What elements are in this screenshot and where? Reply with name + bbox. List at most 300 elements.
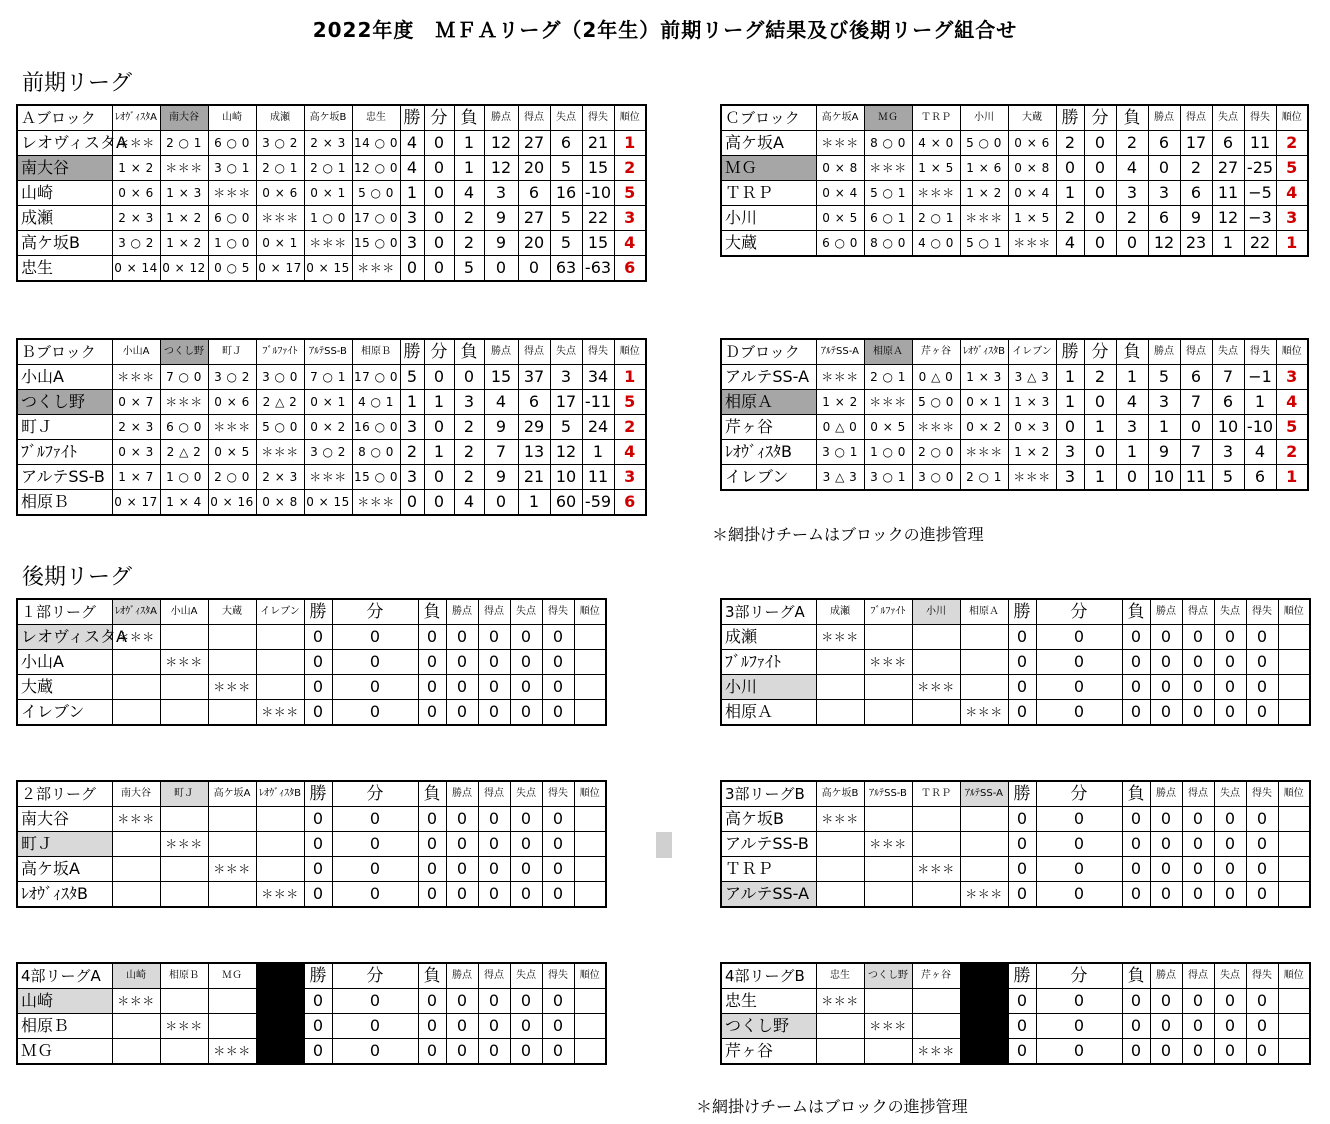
stat-value: 1 xyxy=(1244,390,1276,415)
stat-header: 負 xyxy=(418,963,446,989)
match-result: 1 × 2 xyxy=(960,181,1008,206)
stat-value: 9 xyxy=(484,206,518,231)
stat-value: 0 xyxy=(1150,1039,1182,1065)
table-row xyxy=(721,1014,1310,1039)
table-row xyxy=(17,807,606,832)
stat-value: 9 xyxy=(1180,206,1212,231)
stat-value: 0 xyxy=(424,181,454,206)
stat-header: 勝 xyxy=(1056,105,1084,131)
stat-value: 10 xyxy=(550,465,582,490)
stat-value: 0 xyxy=(1182,700,1214,726)
match-result xyxy=(112,1014,160,1039)
stat-value: 0 xyxy=(1122,882,1150,908)
rank-value xyxy=(1278,625,1310,650)
match-result: ＊＊＊ xyxy=(912,1039,960,1065)
stat-value: 11 xyxy=(1180,465,1212,491)
opponent-header: 大蔵 xyxy=(1008,105,1056,131)
opponent-header: ｱﾙﾃSS-A xyxy=(960,781,1008,807)
team-name: 成瀬 xyxy=(17,206,112,231)
stat-value: 1 xyxy=(1056,181,1084,206)
match-result: 6 ○ 0 xyxy=(816,231,864,257)
stat-value: 0 xyxy=(332,625,418,650)
match-result xyxy=(960,625,1008,650)
stat-value: 0 xyxy=(1036,832,1122,857)
stat-value: 0 xyxy=(1150,675,1182,700)
match-result: 2 ○ 1 xyxy=(256,156,304,181)
stat-value: 3 xyxy=(1148,181,1180,206)
stat-value: 0 xyxy=(424,365,454,390)
rank-value xyxy=(574,807,606,832)
rank-value: 5 xyxy=(614,390,646,415)
match-result xyxy=(160,625,208,650)
stat-value: −5 xyxy=(1244,181,1276,206)
team-name: 南大谷 xyxy=(17,807,112,832)
match-result: ＊＊＊ xyxy=(160,832,208,857)
stat-value: 0 xyxy=(1150,882,1182,908)
stat-value: 0 xyxy=(1056,415,1084,440)
stat-value: 0 xyxy=(484,490,518,516)
match-result: ＊＊＊ xyxy=(304,465,352,490)
team-name: イレブン xyxy=(721,465,816,491)
stat-header: 勝点 xyxy=(484,105,518,131)
team-name: 大蔵 xyxy=(721,231,816,257)
stat-value: 0 xyxy=(1008,1039,1036,1065)
opponent-header: ﾚｵｳﾞｨｽﾀB xyxy=(256,781,304,807)
stat-header: 勝点 xyxy=(1150,963,1182,989)
stat-value: 0 xyxy=(542,625,574,650)
rank-value xyxy=(1278,807,1310,832)
table-row xyxy=(17,231,646,256)
team-name: 相原Ａ xyxy=(721,700,816,726)
match-result: 0 × 5 xyxy=(816,206,864,231)
block-c-results-table xyxy=(720,104,1309,257)
stat-value: 3 xyxy=(400,465,424,490)
rank-value xyxy=(574,989,606,1014)
table-row xyxy=(721,675,1310,700)
stat-value: 0 xyxy=(1122,1014,1150,1039)
stat-value: 1 xyxy=(424,390,454,415)
stat-header: 順位 xyxy=(1278,963,1310,989)
match-result: 2 × 3 xyxy=(304,131,352,156)
division-3b-table xyxy=(720,780,1311,908)
stat-value: 0 xyxy=(446,675,478,700)
stat-value: 0 xyxy=(332,700,418,726)
stat-header: 負 xyxy=(418,599,446,625)
rank-value: 4 xyxy=(1276,390,1308,415)
match-result: 2 ○ 1 xyxy=(960,465,1008,491)
stat-header: 得失 xyxy=(542,963,574,989)
team-name: つくし野 xyxy=(17,390,112,415)
match-result xyxy=(112,1039,160,1065)
unused-cell xyxy=(256,989,304,1014)
stat-value: 0 xyxy=(304,1039,332,1065)
rank-value: 5 xyxy=(1276,415,1308,440)
match-result xyxy=(864,989,912,1014)
stat-header: 勝 xyxy=(304,599,332,625)
match-result: 3 ○ 2 xyxy=(208,365,256,390)
stat-value: 0 xyxy=(1246,650,1278,675)
division-1-table xyxy=(16,598,607,726)
match-result xyxy=(160,989,208,1014)
match-result: ＊＊＊ xyxy=(112,365,160,390)
match-result: ＊＊＊ xyxy=(912,181,960,206)
match-result xyxy=(816,882,864,908)
opponent-header: 小山A xyxy=(112,339,160,365)
table-row xyxy=(17,390,646,415)
stat-value: 0 xyxy=(542,989,574,1014)
table-row xyxy=(17,832,606,857)
stat-value: 6 xyxy=(518,390,550,415)
match-result xyxy=(160,675,208,700)
match-result: ＊＊＊ xyxy=(816,989,864,1014)
stat-header: 得失 xyxy=(582,105,614,131)
match-result: 6 ○ 0 xyxy=(208,131,256,156)
stat-value: 0 xyxy=(1150,1014,1182,1039)
stat-header: 得失 xyxy=(1246,781,1278,807)
stat-value: 0 xyxy=(304,857,332,882)
stat-header: 勝 xyxy=(400,105,424,131)
stat-value: 0 xyxy=(424,490,454,516)
stat-value: 0 xyxy=(510,650,542,675)
page-title: 2022年度 ＭＦＡリーグ（2年生）前期リーグ結果及び後期リーグ組合せ xyxy=(312,18,1018,42)
stat-header: 勝点 xyxy=(446,781,478,807)
team-name: レオヴィスタA xyxy=(17,625,112,650)
stat-value: 0 xyxy=(478,832,510,857)
stat-value: -10 xyxy=(582,181,614,206)
stat-value: 0 xyxy=(424,256,454,282)
table-row xyxy=(17,181,646,206)
stat-value: 0 xyxy=(542,650,574,675)
stat-value: 0 xyxy=(1084,156,1116,181)
match-result: 5 ○ 0 xyxy=(256,415,304,440)
stat-value: 0 xyxy=(418,1039,446,1065)
stat-value: 2 xyxy=(1116,206,1148,231)
opponent-header: つくし野 xyxy=(864,963,912,989)
stat-value: 0 xyxy=(1008,857,1036,882)
stat-value: 2 xyxy=(1056,131,1084,156)
stat-value: 0 xyxy=(418,1014,446,1039)
stat-value: 0 xyxy=(1150,650,1182,675)
stat-value: 17 xyxy=(1180,131,1212,156)
table-row xyxy=(17,440,646,465)
stat-value: 0 xyxy=(1036,700,1122,726)
match-result: ＊＊＊ xyxy=(912,675,960,700)
match-result xyxy=(816,675,864,700)
stat-value: 0 xyxy=(1008,1014,1036,1039)
stat-header: 失点 xyxy=(1214,599,1246,625)
match-result: 0 × 8 xyxy=(1008,156,1056,181)
opponent-header: 町Ｊ xyxy=(160,781,208,807)
stat-value: 0 xyxy=(304,832,332,857)
stat-value: 0 xyxy=(510,700,542,726)
table-row xyxy=(17,625,606,650)
stat-value: 0 xyxy=(418,650,446,675)
stat-value: 2 xyxy=(400,440,424,465)
match-result: 0 × 2 xyxy=(960,415,1008,440)
stat-header: 勝点 xyxy=(484,339,518,365)
block-name: １部リーグ xyxy=(17,599,112,625)
match-result xyxy=(256,675,304,700)
stat-value: 0 xyxy=(510,832,542,857)
match-result: ＊＊＊ xyxy=(256,882,304,908)
match-result: 1 × 2 xyxy=(160,206,208,231)
stat-value: 0 xyxy=(1036,1039,1122,1065)
team-name: 大蔵 xyxy=(17,675,112,700)
division-4a-table xyxy=(16,962,607,1065)
match-result xyxy=(160,807,208,832)
stat-value: 0 xyxy=(1214,989,1246,1014)
stat-header: 順位 xyxy=(574,781,606,807)
stat-value: 0 xyxy=(1182,857,1214,882)
stat-value: 0 xyxy=(1036,625,1122,650)
stat-value: 12 xyxy=(1148,231,1180,257)
match-result xyxy=(160,882,208,908)
match-result xyxy=(208,989,256,1014)
table-row xyxy=(721,390,1308,415)
stat-value: 0 xyxy=(478,807,510,832)
match-result: ＊＊＊ xyxy=(864,1014,912,1039)
stat-header: 得点 xyxy=(1182,599,1214,625)
stat-value: 0 xyxy=(1150,807,1182,832)
division-2-table xyxy=(16,780,607,908)
stat-value: 4 xyxy=(400,131,424,156)
stat-value: 9 xyxy=(484,465,518,490)
match-result: 5 ○ 1 xyxy=(960,231,1008,257)
stat-value: 0 xyxy=(1036,807,1122,832)
rank-value: 4 xyxy=(614,231,646,256)
stat-value: 0 xyxy=(304,675,332,700)
stat-header: 勝点 xyxy=(1148,339,1180,365)
stat-header: 失点 xyxy=(1214,781,1246,807)
match-result xyxy=(256,857,304,882)
match-result: 1 × 3 xyxy=(160,181,208,206)
stat-value: 24 xyxy=(582,415,614,440)
stat-header: 勝 xyxy=(304,781,332,807)
stat-value: 3 xyxy=(400,206,424,231)
stat-value: 0 xyxy=(304,807,332,832)
match-result: 0 × 17 xyxy=(112,490,160,516)
stat-value: 0 xyxy=(542,1014,574,1039)
stat-value: 0 xyxy=(510,1039,542,1065)
match-result: 17 ○ 0 xyxy=(352,206,400,231)
stat-header: 勝点 xyxy=(1150,781,1182,807)
match-result: 2 ○ 0 xyxy=(912,440,960,465)
stat-value: 27 xyxy=(518,131,550,156)
match-result: ＊＊＊ xyxy=(960,206,1008,231)
match-result: ＊＊＊ xyxy=(816,625,864,650)
match-result: ＊＊＊ xyxy=(112,807,160,832)
stat-value: 0 xyxy=(304,989,332,1014)
stat-header: 得失 xyxy=(1246,963,1278,989)
match-result xyxy=(816,1014,864,1039)
stat-value: 6 xyxy=(1212,390,1244,415)
match-result: 0 × 8 xyxy=(256,490,304,516)
stat-header: 負 xyxy=(1122,963,1150,989)
opponent-header: ﾌﾞﾙﾌｧｲﾄ xyxy=(864,599,912,625)
match-result: 8 ○ 0 xyxy=(352,440,400,465)
stat-value: 0 xyxy=(1246,832,1278,857)
stat-value: 0 xyxy=(418,882,446,908)
match-result: ＊＊＊ xyxy=(208,415,256,440)
match-result: 0 × 3 xyxy=(112,440,160,465)
stat-value: 3 xyxy=(1116,181,1148,206)
match-result: 0 × 2 xyxy=(304,415,352,440)
match-result xyxy=(912,807,960,832)
match-result: 2 ○ 1 xyxy=(912,206,960,231)
stat-value: 1 xyxy=(1212,231,1244,257)
stat-header: 勝点 xyxy=(1150,599,1182,625)
stat-value: 0 xyxy=(1214,625,1246,650)
table-row xyxy=(17,675,606,700)
stat-value: 3 xyxy=(454,390,484,415)
stat-value: 0 xyxy=(1148,156,1180,181)
stat-value: 0 xyxy=(542,832,574,857)
team-name: 南大谷 xyxy=(17,156,112,181)
stat-value: 0 xyxy=(1008,882,1036,908)
team-name: 山崎 xyxy=(17,989,112,1014)
table-row xyxy=(721,650,1310,675)
stat-header: 得点 xyxy=(478,599,510,625)
stat-header: 分 xyxy=(1084,339,1116,365)
block-name: ２部リーグ xyxy=(17,781,112,807)
match-result: 2 ○ 1 xyxy=(864,365,912,390)
stat-value: 21 xyxy=(582,131,614,156)
opponent-header: 南大谷 xyxy=(160,105,208,131)
match-result: 1 × 3 xyxy=(960,365,1008,390)
unused-column-header xyxy=(256,963,304,989)
stat-header: 負 xyxy=(1122,781,1150,807)
stat-value: 0 xyxy=(1246,625,1278,650)
stat-value: 0 xyxy=(1246,1039,1278,1065)
team-name: ﾌﾞﾙﾌｧｲﾄ xyxy=(17,440,112,465)
team-name: アルテSS-B xyxy=(17,465,112,490)
stat-value: 15 xyxy=(484,365,518,390)
stat-value: 0 xyxy=(1008,650,1036,675)
stat-value: 12 xyxy=(550,440,582,465)
stat-value: 0 xyxy=(304,625,332,650)
match-result: 3 ○ 2 xyxy=(256,131,304,156)
stat-value: 7 xyxy=(484,440,518,465)
stat-value: 0 xyxy=(1122,675,1150,700)
team-name: ＭＧ xyxy=(17,1039,112,1065)
opponent-header: 南大谷 xyxy=(112,781,160,807)
opponent-header: ﾚｵｳﾞｨｽﾀA xyxy=(112,599,160,625)
team-name: ＭＧ xyxy=(721,156,816,181)
stat-value: 16 xyxy=(550,181,582,206)
table-row xyxy=(721,206,1308,231)
stat-value: 0 xyxy=(1116,465,1148,491)
table-row xyxy=(17,206,646,231)
stat-value: 0 xyxy=(1122,832,1150,857)
stat-value: 1 xyxy=(1116,365,1148,390)
match-result: 3 ○ 1 xyxy=(208,156,256,181)
stat-header: 勝点 xyxy=(1148,105,1180,131)
rank-value: 6 xyxy=(614,256,646,282)
opponent-header: ＴＲＰ xyxy=(912,105,960,131)
match-result xyxy=(912,1014,960,1039)
stat-value: 0 xyxy=(1182,650,1214,675)
team-name: ﾚｵｳﾞｨｽﾀB xyxy=(721,440,816,465)
unused-cell xyxy=(960,1039,1008,1065)
stat-value: 0 xyxy=(1214,807,1246,832)
stat-value: 29 xyxy=(518,415,550,440)
stat-value: 6 xyxy=(518,181,550,206)
stat-value: 0 xyxy=(424,231,454,256)
stat-value: 0 xyxy=(1182,989,1214,1014)
match-result: 14 ○ 0 xyxy=(352,131,400,156)
opponent-header: ｱﾙﾃSS-B xyxy=(304,339,352,365)
match-result: ＊＊＊ xyxy=(208,181,256,206)
stat-value: −1 xyxy=(1244,365,1276,390)
rank-value: 1 xyxy=(1276,231,1308,257)
rank-value: 1 xyxy=(614,131,646,156)
match-result: 1 × 2 xyxy=(1008,440,1056,465)
stat-value: 0 xyxy=(400,256,424,282)
rank-value: 3 xyxy=(614,206,646,231)
opponent-header: 山崎 xyxy=(208,105,256,131)
stat-value: 0 xyxy=(1246,700,1278,726)
match-result: 0 × 14 xyxy=(112,256,160,282)
team-name: 山崎 xyxy=(17,181,112,206)
stat-header: 得失 xyxy=(582,339,614,365)
unused-cell xyxy=(256,1039,304,1065)
stat-header: 勝 xyxy=(1008,599,1036,625)
stat-value: 0 xyxy=(332,832,418,857)
stat-header: 得点 xyxy=(518,105,550,131)
table-row xyxy=(721,807,1310,832)
match-result: ＊＊＊ xyxy=(912,415,960,440)
match-result xyxy=(208,882,256,908)
block-name: Ｂブロック xyxy=(17,339,112,365)
rank-value: 1 xyxy=(614,365,646,390)
stat-value: 0 xyxy=(1122,650,1150,675)
stat-value: 11 xyxy=(582,465,614,490)
rank-value xyxy=(1278,832,1310,857)
match-result: 0 × 5 xyxy=(208,440,256,465)
match-result xyxy=(912,700,960,726)
unused-column-header xyxy=(960,963,1008,989)
team-name: アルテSS-A xyxy=(721,882,816,908)
match-result: 3 ○ 2 xyxy=(112,231,160,256)
table-row xyxy=(721,832,1310,857)
rank-value: 4 xyxy=(1276,181,1308,206)
stat-value: 1 xyxy=(400,181,424,206)
stat-header: 失点 xyxy=(550,105,582,131)
match-result xyxy=(208,832,256,857)
match-result: 0 × 1 xyxy=(304,390,352,415)
match-result: 7 ○ 1 xyxy=(304,365,352,390)
rank-value xyxy=(574,882,606,908)
match-result: 0 × 4 xyxy=(1008,181,1056,206)
match-result: 1 × 2 xyxy=(112,156,160,181)
rank-value xyxy=(1278,1014,1310,1039)
opponent-header: つくし野 xyxy=(160,339,208,365)
match-result: ＊＊＊ xyxy=(208,857,256,882)
stat-header: 得点 xyxy=(1180,105,1212,131)
match-result: 0 × 6 xyxy=(256,181,304,206)
match-result: ＊＊＊ xyxy=(256,206,304,231)
opponent-header: 高ケ坂A xyxy=(816,105,864,131)
match-result: 4 ○ 1 xyxy=(352,390,400,415)
match-result: 0 × 6 xyxy=(208,390,256,415)
stat-value: 20 xyxy=(518,231,550,256)
stat-value: 0 xyxy=(1214,700,1246,726)
stat-header: 失点 xyxy=(510,599,542,625)
match-result xyxy=(256,807,304,832)
match-result xyxy=(960,832,1008,857)
opponent-header: 成瀬 xyxy=(256,105,304,131)
opponent-header: イレブン xyxy=(1008,339,1056,365)
